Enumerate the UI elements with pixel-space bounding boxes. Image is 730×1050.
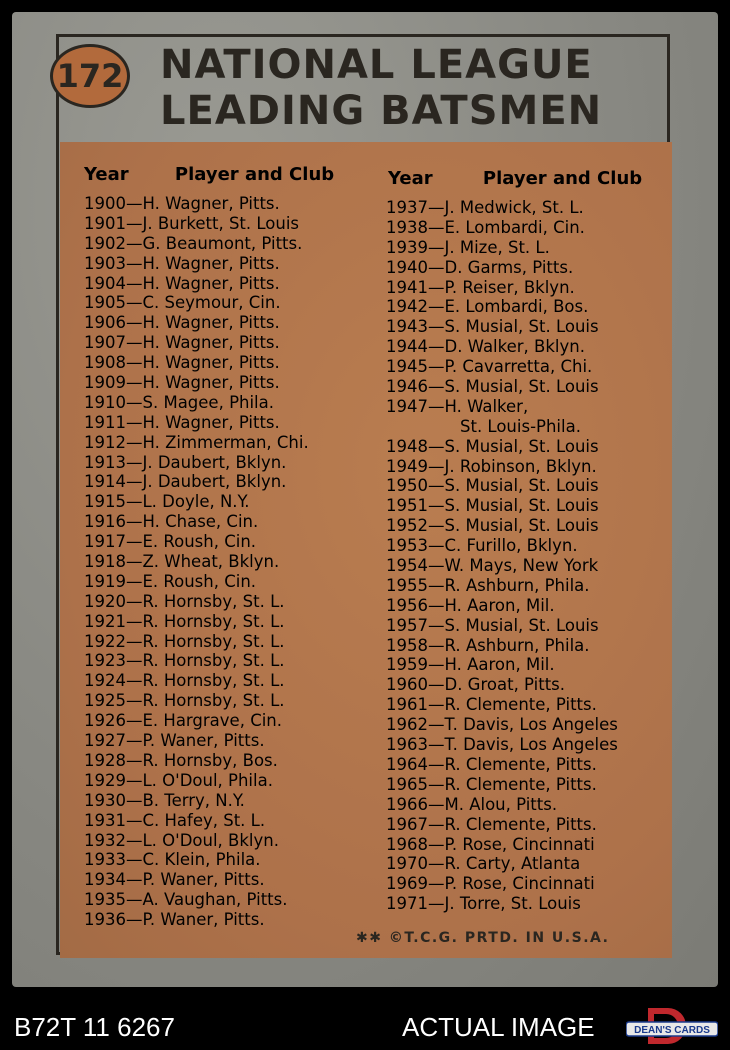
- right-row: 1952—S. Musial, St. Louis: [386, 516, 599, 536]
- right-row: 1937—J. Medwick, St. L.: [386, 198, 584, 217]
- right-row: 1967—R. Clemente, Pitts.: [386, 814, 597, 834]
- left-year-header: Year: [84, 164, 129, 185]
- right-row: 1953—C. Furillo, Bklyn.: [386, 536, 578, 556]
- left-row: 1918—Z. Wheat, Bklyn.: [84, 552, 280, 572]
- right-row: 1963—T. Davis, Los Angeles: [386, 735, 618, 755]
- left-row: 1905—C. Seymour, Cin.: [84, 293, 281, 313]
- actual-image-label: ACTUAL IMAGE: [402, 1012, 595, 1042]
- right-row: 1939—J. Mize, St. L.: [386, 237, 550, 257]
- right-row: 1943—S. Musial, St. Louis: [386, 317, 599, 337]
- stats-panel: [60, 142, 672, 958]
- left-row: 1913—J. Daubert, Bklyn.: [84, 452, 287, 472]
- left-row: 1900—H. Wagner, Pitts.: [84, 194, 280, 213]
- left-row: 1907—H. Wagner, Pitts.: [84, 333, 280, 353]
- left-row: 1911—H. Wagner, Pitts.: [84, 412, 280, 432]
- right-year-header: Year: [388, 168, 433, 189]
- left-row: 1916—H. Chase, Cin.: [84, 512, 259, 532]
- right-row: 1946—S. Musial, St. Louis: [386, 377, 599, 397]
- left-row: 1922—R. Hornsby, St. L.: [84, 631, 285, 651]
- right-row: 1956—H. Aaron, Mil.: [386, 595, 555, 615]
- right-row: 1971—J. Torre, St. Louis: [386, 894, 581, 914]
- logo-text: DEAN'S CARDS: [634, 1025, 710, 1036]
- left-row: 1927—P. Waner, Pitts.: [84, 731, 265, 751]
- right-row: 1960—D. Groat, Pitts.: [386, 675, 566, 695]
- right-row: 1947—H. Walker,: [386, 396, 529, 416]
- inventory-code: B72T 11 6267: [14, 1012, 175, 1042]
- copyright-line: ✱✱ ©T.C.G. PRTD. IN U.S.A.: [356, 930, 610, 946]
- left-leaders-list: [84, 194, 309, 930]
- right-row: 1966—M. Alou, Pitts.: [386, 794, 558, 814]
- left-row: 1924—R. Hornsby, St. L.: [84, 671, 285, 691]
- left-row: 1921—R. Hornsby, St. L.: [84, 611, 285, 631]
- left-row: 1923—R. Hornsby, St. L.: [84, 651, 285, 671]
- right-row: 1955—R. Ashburn, Phila.: [386, 575, 590, 595]
- left-row: 1909—H. Wagner, Pitts.: [84, 373, 280, 393]
- left-row: 1915—L. Doyle, N.Y.: [84, 492, 250, 512]
- left-player-header: Player and Club: [174, 164, 335, 185]
- left-row: 1919—E. Roush, Cin.: [84, 571, 257, 591]
- left-row: 1929—L. O'Doul, Phila.: [84, 770, 273, 790]
- right-row: 1968—P. Rose, Cincinnati: [386, 834, 595, 854]
- left-row: 1931—C. Hafey, St. L.: [84, 810, 266, 830]
- right-row: 1941—P. Reiser, Bklyn.: [386, 277, 575, 297]
- right-row: 1950—S. Musial, St. Louis: [386, 476, 599, 496]
- left-row: 1904—H. Wagner, Pitts.: [84, 273, 280, 293]
- right-row: 1951—S. Musial, St. Louis: [386, 496, 599, 516]
- right-row: 1957—S. Musial, St. Louis: [386, 615, 599, 635]
- left-row: 1912—H. Zimmerman, Chi.: [84, 432, 309, 452]
- right-row: 1969—P. Rose, Cincinnati: [386, 874, 595, 894]
- left-row: 1932—L. O'Doul, Bklyn.: [84, 830, 279, 850]
- card-title: [160, 42, 602, 134]
- right-row: 1958—R. Ashburn, Phila.: [386, 635, 590, 655]
- left-row: 1928—R. Hornsby, Bos.: [84, 750, 278, 770]
- right-column-header: [388, 168, 642, 189]
- right-row: St. Louis-Phila.: [460, 416, 581, 436]
- left-row: 1908—H. Wagner, Pitts.: [84, 353, 280, 373]
- right-row: 1945—P. Cavarretta, Chi.: [386, 357, 593, 377]
- card-header: [12, 12, 718, 134]
- left-row: 1920—R. Hornsby, St. L.: [84, 591, 285, 611]
- left-row: 1926—E. Hargrave, Cin.: [84, 711, 282, 731]
- right-row: 1944—D. Walker, Bklyn.: [386, 337, 585, 357]
- right-row: 1938—E. Lombardi, Cin.: [386, 217, 585, 237]
- left-row: 1906—H. Wagner, Pitts.: [84, 313, 280, 333]
- right-row: 1965—R. Clemente, Pitts.: [386, 774, 597, 794]
- deans-cards-logo: [626, 1006, 718, 1046]
- left-row: 1934—P. Waner, Pitts.: [84, 870, 265, 890]
- left-row: 1933—C. Klein, Phila.: [84, 850, 261, 870]
- title-line-2: LEADING BATSMEN: [160, 88, 603, 134]
- left-column-header: [84, 164, 334, 185]
- left-row: 1914—J. Daubert, Bklyn.: [84, 472, 287, 492]
- baseball-card-back: [12, 12, 718, 987]
- right-row: 1940—D. Garms, Pitts.: [386, 257, 574, 277]
- left-row: 1901—J. Burkett, St. Louis: [84, 213, 300, 233]
- right-row: 1949—J. Robinson, Bklyn.: [386, 456, 597, 476]
- right-row: 1954—W. Mays, New York: [386, 556, 599, 576]
- right-row: 1970—R. Carty, Atlanta: [386, 854, 581, 874]
- left-row: 1936—P. Waner, Pitts.: [84, 910, 265, 930]
- right-row: 1948—S. Musial, St. Louis: [386, 436, 599, 456]
- right-leaders-list: [386, 198, 618, 914]
- left-row: 1917—E. Roush, Cin.: [84, 532, 257, 552]
- left-row: 1930—B. Terry, N.Y.: [84, 790, 245, 810]
- card-number: 172: [56, 57, 124, 95]
- title-line-1: NATIONAL LEAGUE: [160, 42, 593, 88]
- left-row: 1902—G. Beaumont, Pitts.: [84, 233, 303, 253]
- right-row: 1959—H. Aaron, Mil.: [386, 655, 555, 675]
- right-row: 1942—E. Lombardi, Bos.: [386, 297, 589, 317]
- left-row: 1925—R. Hornsby, St. L.: [84, 691, 285, 711]
- left-row: 1935—A. Vaughan, Pitts.: [84, 890, 288, 910]
- right-player-header: Player and Club: [482, 168, 643, 189]
- left-row: 1910—S. Magee, Phila.: [84, 392, 274, 412]
- left-row: 1903—H. Wagner, Pitts.: [84, 253, 280, 273]
- card-number-badge: [50, 44, 130, 108]
- right-row: 1964—R. Clemente, Pitts.: [386, 754, 597, 774]
- right-row: 1961—R. Clemente, Pitts.: [386, 695, 597, 715]
- right-row: 1962—T. Davis, Los Angeles: [386, 715, 618, 735]
